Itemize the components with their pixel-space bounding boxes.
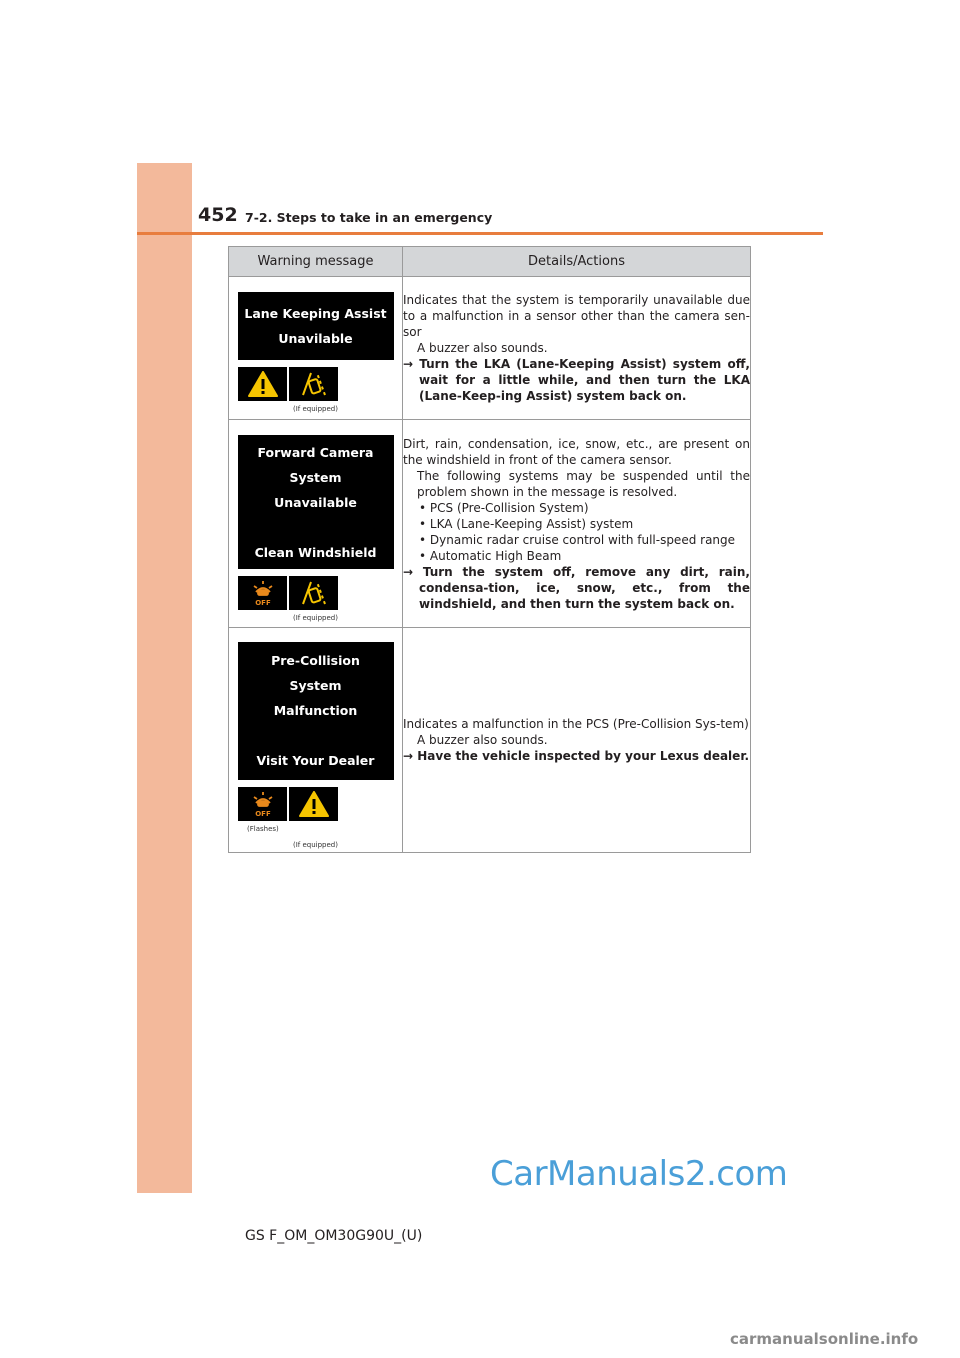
warning-table — [228, 246, 751, 853]
lane-keep-assist-icon — [289, 576, 338, 610]
watermark-carmanuals2: CarManuals2.com — [490, 1154, 788, 1194]
if-equipped-caption: (If equipped) — [293, 614, 338, 622]
details-note: A buzzer also sounds. — [417, 733, 548, 747]
screen-line: System — [289, 678, 342, 693]
warning-triangle-icon — [289, 787, 338, 821]
if-equipped-caption: (If equipped) — [293, 404, 338, 413]
details-cell — [403, 628, 751, 853]
display-screen-lka-unavailable — [238, 292, 394, 360]
details-cell — [403, 277, 751, 420]
flashes-caption: (Flashes) — [247, 824, 279, 833]
screen-line: Pre-Collision — [271, 653, 360, 668]
svg-text:OFF: OFF — [254, 809, 271, 818]
screen-line: Unavailable — [274, 494, 357, 510]
details-cell — [403, 420, 751, 628]
column-header-details: Details/Actions — [403, 247, 751, 277]
screen-line: Clean Windshield — [254, 544, 377, 560]
indicator-icons — [238, 367, 402, 401]
table-row — [229, 277, 751, 420]
indicator-icons — [238, 787, 402, 821]
details-action: → Turn the LKA (Lane-Keeping Assist) system off, wait for a little while, and then turn the LKA (Lane-Keep-ing Assist) system back on. — [403, 357, 750, 403]
document-code: GS F_OM_OM30G90U_(U) — [245, 1228, 423, 1244]
display-screen-forward-camera — [238, 435, 394, 569]
warning-message-cell — [229, 420, 403, 628]
details-note: A buzzer also sounds. — [417, 341, 548, 355]
details-note: The following systems may be suspended until the problem shown in the message is resolved. — [417, 468, 750, 499]
table-header-row — [229, 247, 751, 277]
warning-message-cell — [229, 277, 403, 420]
details-text: Indicates that the system is temporarily unavailable due to a malfunction in a sensor other than the camera sen-sor — [403, 293, 750, 339]
screen-line: Lane Keeping Assist — [244, 305, 387, 321]
screen-line: Forward Camera — [257, 444, 374, 460]
table-row — [229, 420, 751, 628]
details-bullet: • Automatic High Beam — [419, 548, 562, 563]
header-rule — [137, 232, 823, 235]
svg-text:OFF: OFF — [254, 599, 271, 607]
screen-line: System — [289, 469, 342, 485]
details-bullet: • PCS (Pre-Collision System) — [419, 500, 589, 515]
pcs-off-icon — [238, 787, 287, 821]
screen-line: Visit Your Dealer — [256, 753, 375, 768]
chapter-sidebar-tab — [137, 163, 192, 1193]
watermark-carmanualsonline: carmanualsonline.info — [730, 1330, 919, 1348]
display-screen-pcs-malfunction — [238, 642, 394, 780]
lane-keep-assist-icon — [289, 367, 338, 401]
column-header-warning: Warning message — [229, 247, 403, 277]
indicator-icons — [238, 576, 402, 610]
screen-line: Malfunction — [273, 703, 358, 718]
section-title: 7-2. Steps to take in an emergency — [245, 210, 493, 225]
warning-message-cell — [229, 628, 403, 853]
if-equipped-caption: (If equipped) — [293, 840, 338, 849]
details-action: → Have the vehicle inspected by your Lexus dealer. — [403, 749, 750, 763]
details-text: Indicates a malfunction in the PCS (Pre-Collision Sys-tem) — [403, 717, 749, 731]
details-text: Dirt, rain, condensation, ice, snow, etc., are present on the windshield in front of the camera sensor. — [403, 436, 750, 467]
details-bullet: • Dynamic radar cruise control with full-speed range — [419, 532, 736, 547]
details-bullet: • LKA (Lane-Keeping Assist) system — [419, 516, 634, 531]
page-number: 452 — [198, 204, 238, 226]
pcs-off-icon — [238, 576, 287, 610]
details-action: → Turn the system off, remove any dirt, rain, condensa-tion, ice, snow, etc., from the windshield, and then turn the system back on. — [403, 564, 750, 611]
table-row — [229, 628, 751, 853]
warning-triangle-icon — [238, 367, 287, 401]
screen-line: Unavilable — [278, 330, 353, 346]
